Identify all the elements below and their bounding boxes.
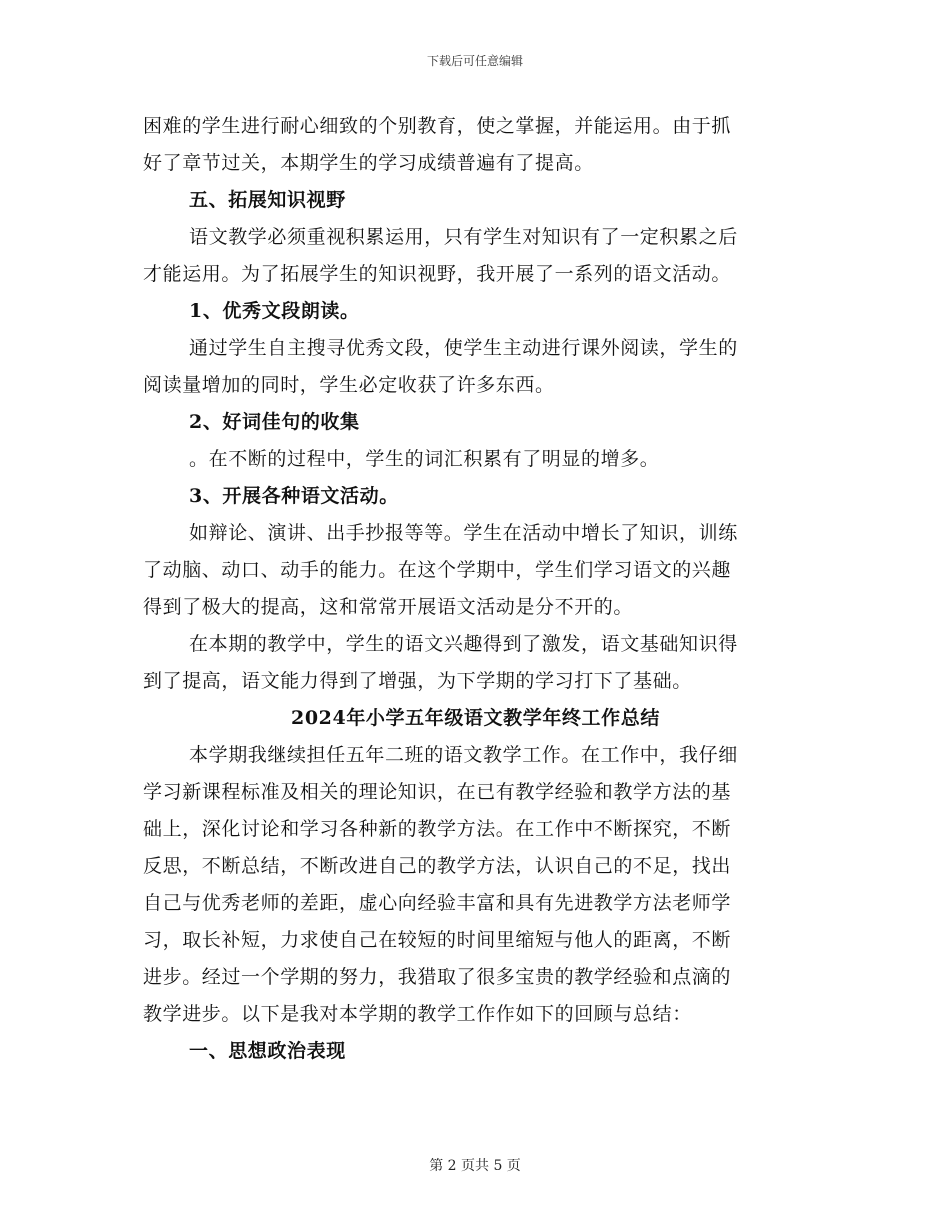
document-title: 2024年小学五年级语文教学年终工作总结 (291, 707, 660, 729)
body-line: 础上，深化讨论和学习各种新的教学方法。在工作中不断探究，不断 (143, 818, 732, 840)
body-line: 自己与优秀老师的差距，虚心向经验丰富和具有先进教学方法老师学 (143, 892, 732, 914)
body-line: 了动脑、动口、动手的能力。在这个学期中，学生们学习语文的兴趣 (143, 559, 732, 581)
subsection-heading: 3、开展各种语文活动。 (189, 485, 399, 507)
body-line: 到了提高，语文能力得到了增强，为下学期的学习打下了基础。 (143, 670, 692, 692)
page-footer: 第 2 页共 5 页 (429, 1158, 521, 1174)
section-heading: 一、思想政治表现 (189, 1040, 346, 1062)
body-line: 得到了极大的提高，这和常常开展语文活动是分不开的。 (143, 596, 634, 618)
body-line: 如辩论、演讲、出手抄报等等。学生在活动中增长了知识，训练 (189, 522, 738, 544)
body-line: 才能运用。为了拓展学生的知识视野，我开展了一系列的语文活动。 (143, 263, 732, 285)
subsection-heading: 1、优秀文段朗读。 (189, 300, 360, 322)
body-line: 语文教学必须重视积累运用，只有学生对知识有了一定积累之后 (189, 226, 738, 248)
body-line: 学习新课程标准及相关的理论知识，在已有教学经验和教学方法的基 (143, 781, 732, 803)
body-line: 习，取长补短，力求使自己在较短的时间里缩短与他人的距离，不断 (143, 929, 732, 951)
body-line: 在本期的教学中，学生的语文兴趣得到了激发，语文基础知识得 (189, 633, 738, 655)
section-heading: 五、拓展知识视野 (189, 189, 346, 211)
body-line: 本学期我继续担任五年二班的语文教学工作。在工作中，我仔细 (189, 744, 738, 766)
body-line: 通过学生自主搜寻优秀文段，使学生主动进行课外阅读，学生的 (189, 337, 738, 359)
body-line: 反思，不断总结，不断改进自己的教学方法，认识自己的不足，找出 (143, 855, 732, 877)
document-body (143, 108, 808, 1070)
page-header: 下载后可任意编辑 (426, 54, 523, 68)
body-line: 教学进步。以下是我对本学期的教学工作作如下的回顾与总结： (143, 1003, 692, 1025)
body-line: 困难的学生进行耐心细致的个别教育，使之掌握，并能运用。由于抓 (143, 115, 732, 137)
body-line: 进步。经过一个学期的努力，我猎取了很多宝贵的教学经验和点滴的 (143, 966, 732, 988)
body-line: 。在不断的过程中，学生的词汇积累有了明显的增多。 (189, 448, 660, 470)
body-line: 阅读量增加的同时，学生必定收获了许多东西。 (143, 374, 555, 396)
subsection-heading: 2、好词佳句的收集 (189, 411, 360, 433)
body-line: 好了章节过关，本期学生的学习成绩普遍有了提高。 (143, 152, 594, 174)
